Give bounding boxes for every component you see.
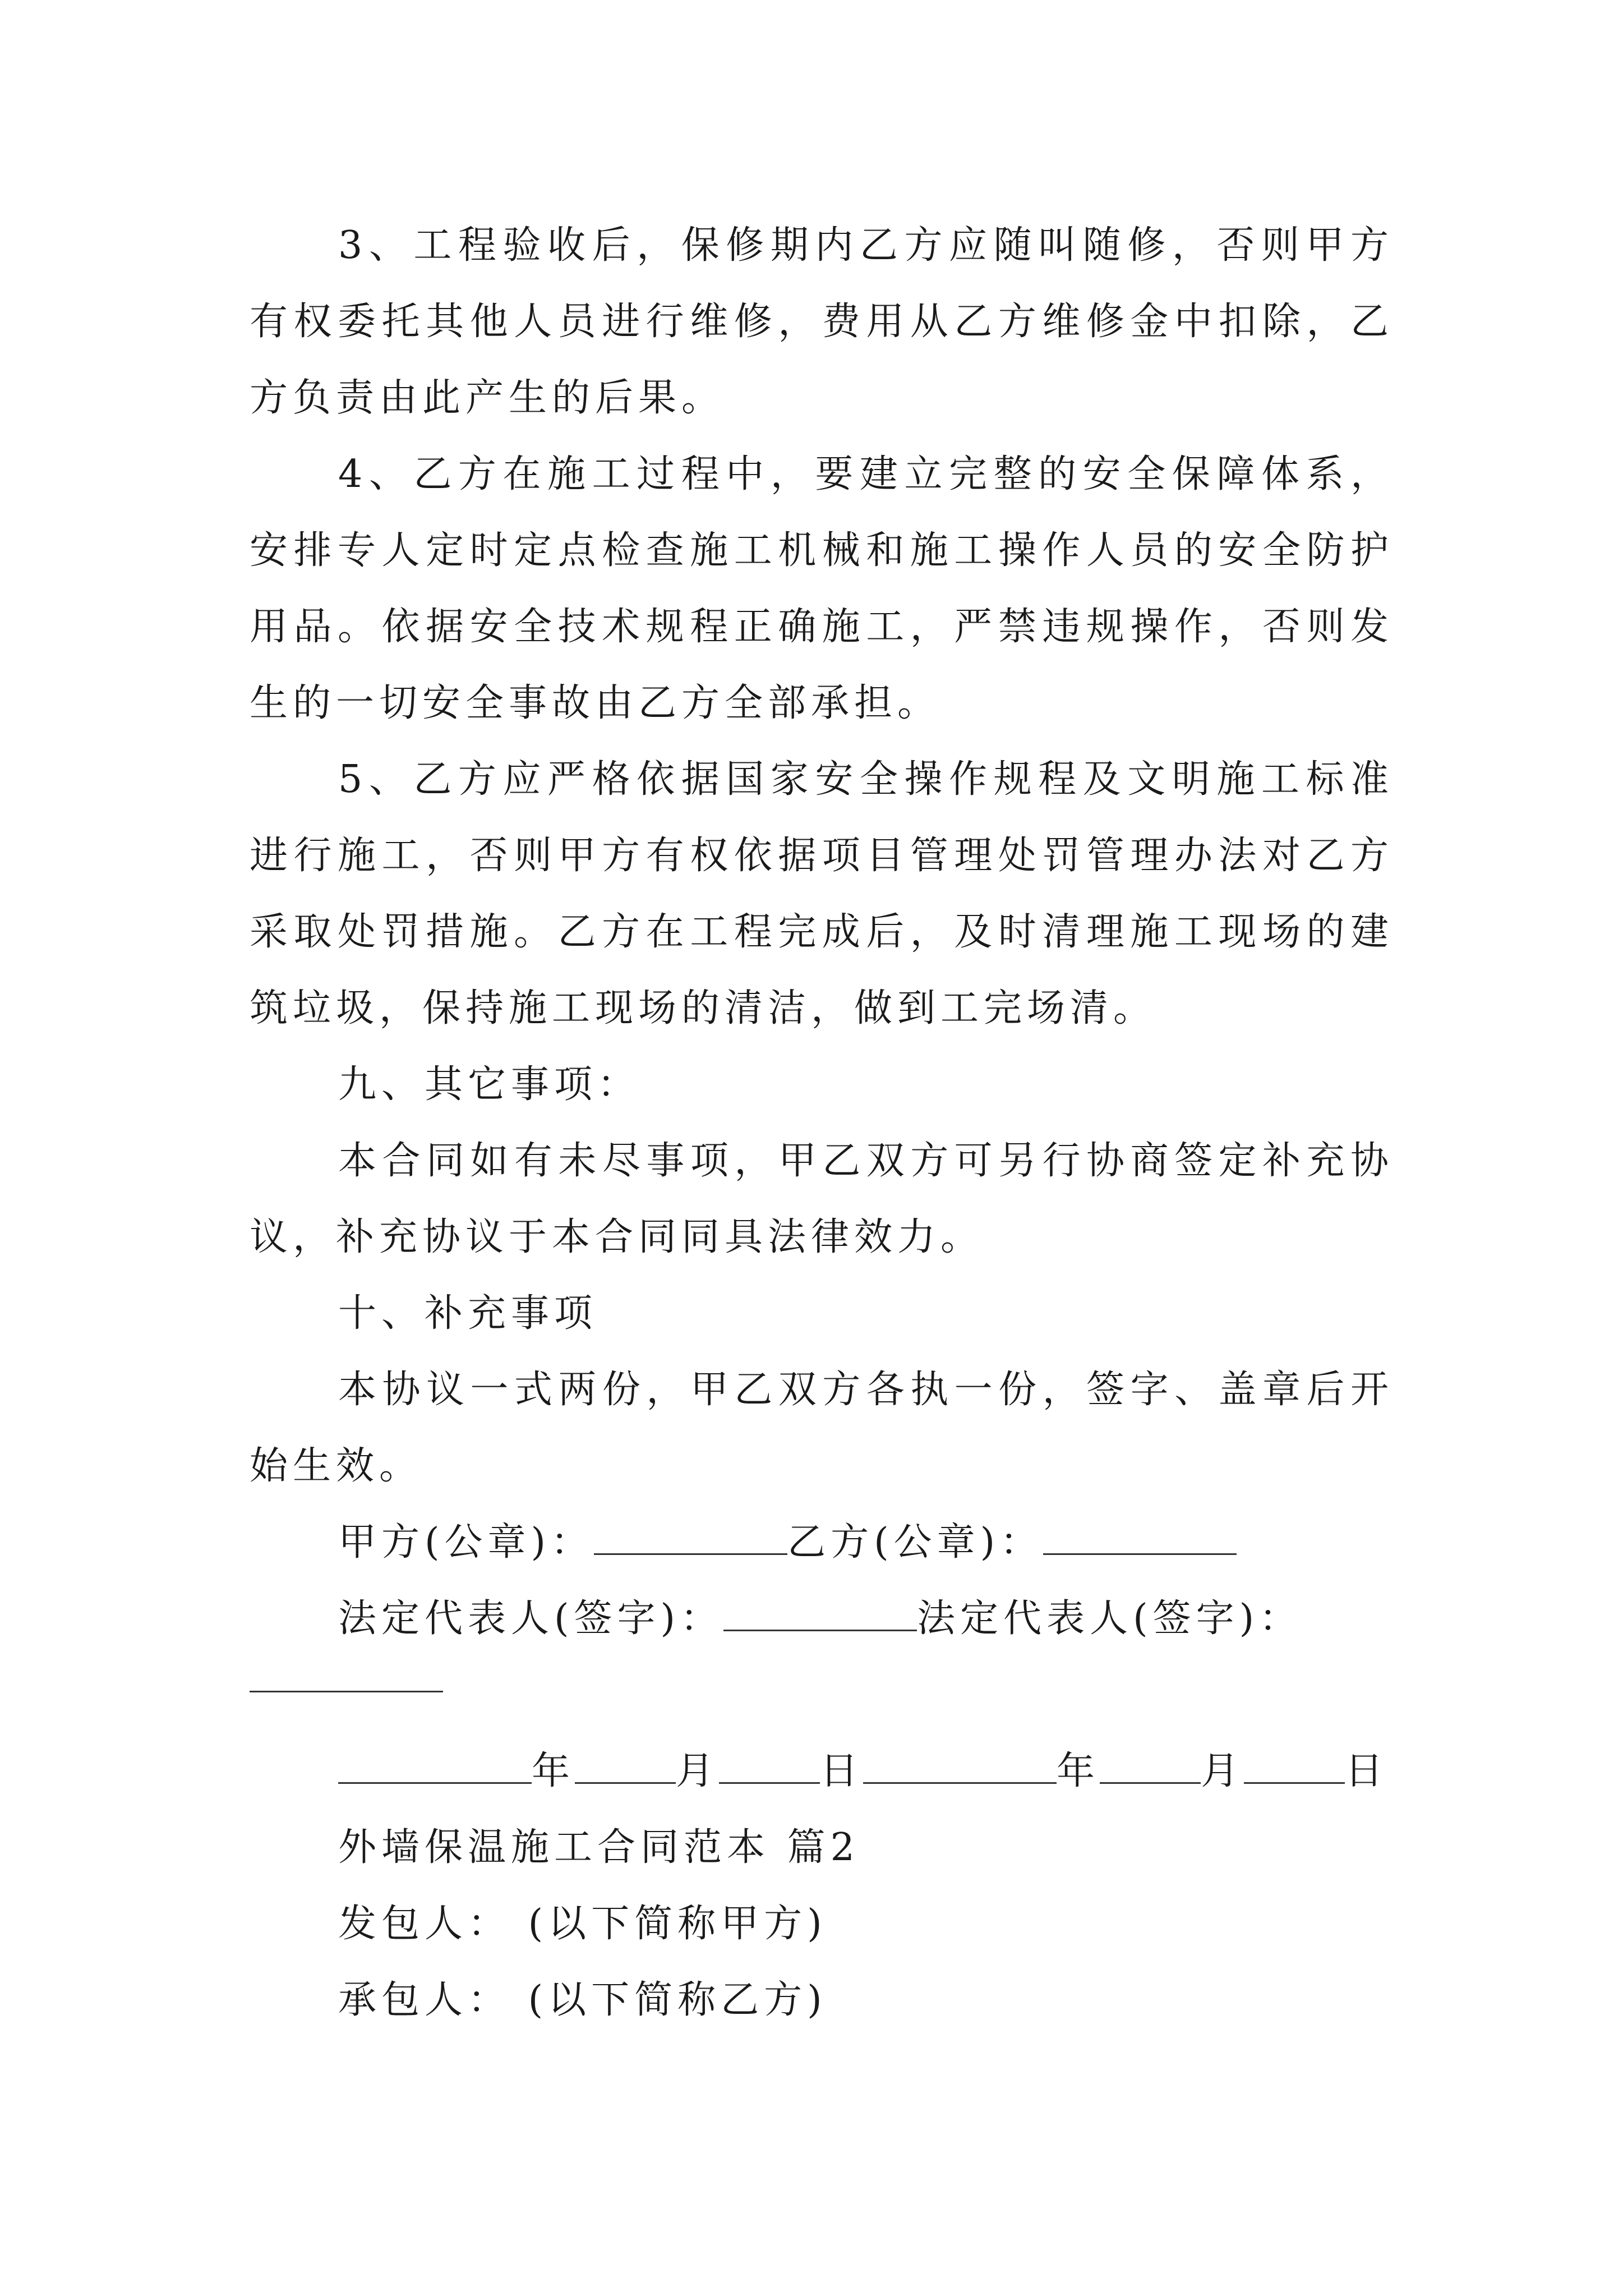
day-a-label: 日	[820, 1749, 864, 1793]
document-page	[250, 208, 1394, 2039]
date-line	[250, 1733, 1394, 1810]
section-10-heading: 十、补充事项	[338, 1291, 598, 1336]
clause-5-paragraph: 5、乙方应严格依据国家安全操作规程及文明施工标准进行施工，否则甲方有权依据项目管理处罚管理办法对乙方采取处罚措施。乙方在工程完成后，及时清理施工现场的建筑垃圾，保持施工现场的清洁，做到工完场清。	[250, 757, 1394, 1030]
section-9-heading: 九、其它事项：	[338, 1062, 641, 1107]
rep-a-label: 法定代表人(签字)：	[338, 1596, 724, 1641]
seal-line	[250, 1504, 1394, 1581]
representative-line	[250, 1581, 1394, 1657]
year-a-blank	[338, 1749, 532, 1784]
year-b-label: 年	[1057, 1749, 1100, 1793]
section-9-body: 本合同如有未尽事项，甲乙双方可另行协商签定补充协议，补充协议于本合同同具法律效力。	[250, 1139, 1394, 1259]
year-a-label: 年	[532, 1749, 575, 1793]
employer-line: 发包人： (以下简称甲方)	[338, 1902, 827, 1946]
party-a-seal-label: 甲方(公章)：	[338, 1520, 594, 1565]
party-b-seal-blank	[1043, 1520, 1237, 1555]
day-b-label: 日	[1345, 1749, 1389, 1793]
clause-4-paragraph: 4、乙方在施工过程中，要建立完整的安全保障体系，安排专人定时定点检查施工机械和施工操作人员的安全防护用品。依据安全技术规程正确施工，严禁违规操作，否则发生的一切安全事故由乙方全部承担。	[250, 452, 1394, 725]
month-b-blank	[1100, 1749, 1201, 1784]
rep-b-blank	[250, 1691, 443, 1692]
rep-a-blank	[723, 1596, 917, 1631]
rep-b-label: 法定代表人(签字)：	[917, 1596, 1303, 1641]
section-10-body: 本协议一式两份，甲乙双方各执一份，签字、盖章后开始生效。	[250, 1368, 1394, 1488]
year-b-blank	[863, 1749, 1057, 1784]
contractor-line: 承包人： (以下简称乙方)	[338, 1978, 827, 2022]
party-b-seal-label: 乙方(公章)：	[787, 1520, 1044, 1565]
day-a-blank	[719, 1749, 820, 1784]
day-b-blank	[1244, 1749, 1345, 1784]
rep-b-blank-row	[250, 1657, 1394, 1733]
month-a-label: 月	[676, 1749, 720, 1793]
section-2-title: 外墙保温施工合同范本 篇2	[338, 1825, 860, 1870]
party-a-seal-blank	[594, 1520, 787, 1555]
clause-3-paragraph: 3、工程验收后，保修期内乙方应随叫随修，否则甲方有权委托其他人员进行维修，费用从乙方维修金中扣除，乙方负责由此产生的后果。	[250, 223, 1394, 420]
month-b-label: 月	[1201, 1749, 1244, 1793]
month-a-blank	[575, 1749, 676, 1784]
